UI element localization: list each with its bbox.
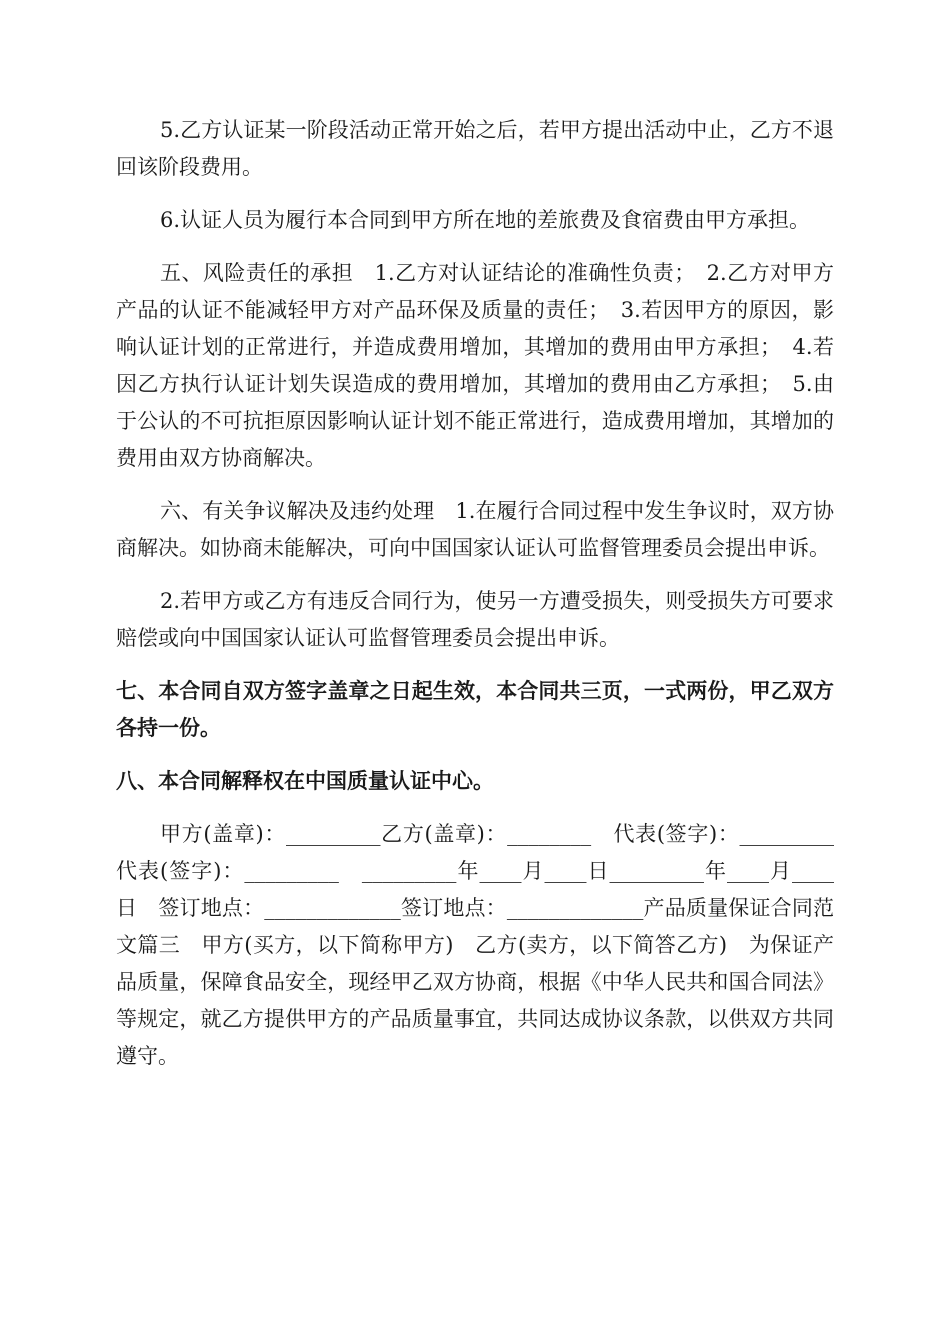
- dispute-resolution-paragraph: 六、有关争议解决及违约处理 1.在履行合同过程中发生争议时，双方协商解决。如协商未能解决，可向中国国家认证认可监督管理委员会提出申诉。: [116, 499, 834, 560]
- clause-5-paragraph: 5.乙方认证某一阶段活动正常开始之后，若甲方提出活动中止，乙方不退回该阶段费用。: [116, 118, 834, 179]
- dispute-clause-2-paragraph: 2.若甲方或乙方有违反合同行为，使另一方遭受损失，则受损失方可要求赔偿或向中国国家认证认可监督管理委员会提出申诉。: [116, 589, 834, 650]
- effective-clause-heading: 七、本合同自双方签字盖章之日起生效，本合同共三页，一式两份，甲乙双方各持一份。: [116, 679, 834, 740]
- signature-block-paragraph: 甲方(盖章)：_________乙方(盖章)：________ 代表(签字)：_________代表(签字)：_________ _________年____月____日_________年____月____日 签订地点：_____________签订地点：_____________产品质量保证合同范文篇三 甲方(买方，以下简称甲方) 乙方(卖方，以下简答乙方) 为保证产品质量，保障食品安全，现经甲乙双方协商，根据《中华人民共和国合同法》等规定，就乙方提供甲方的产品质量事宜，共同达成协议条款，以供双方共同遵守。: [116, 822, 834, 1068]
- interpretation-clause-heading: 八、本合同解释权在中国质量认证中心。: [116, 769, 494, 793]
- clause-6-paragraph: 6.认证人员为履行本合同到甲方所在地的差旅费及食宿费由甲方承担。: [160, 208, 811, 232]
- risk-responsibility-paragraph: 五、风险责任的承担 1.乙方对认证结论的准确性负责； 2.乙方对甲方产品的认证不能减轻甲方对产品环保及质量的责任； 3.若因甲方的原因，影响认证计划的正常进行，并造成费用增加，其增加的费用由甲方承担； 4.若因乙方执行认证计划失误造成的费用增加，其增加的费用由乙方承担； 5.由于公认的不可抗拒原因影响认证计划不能正常进行，造成费用增加，其增加的费用由双方协商解决。: [116, 261, 834, 470]
